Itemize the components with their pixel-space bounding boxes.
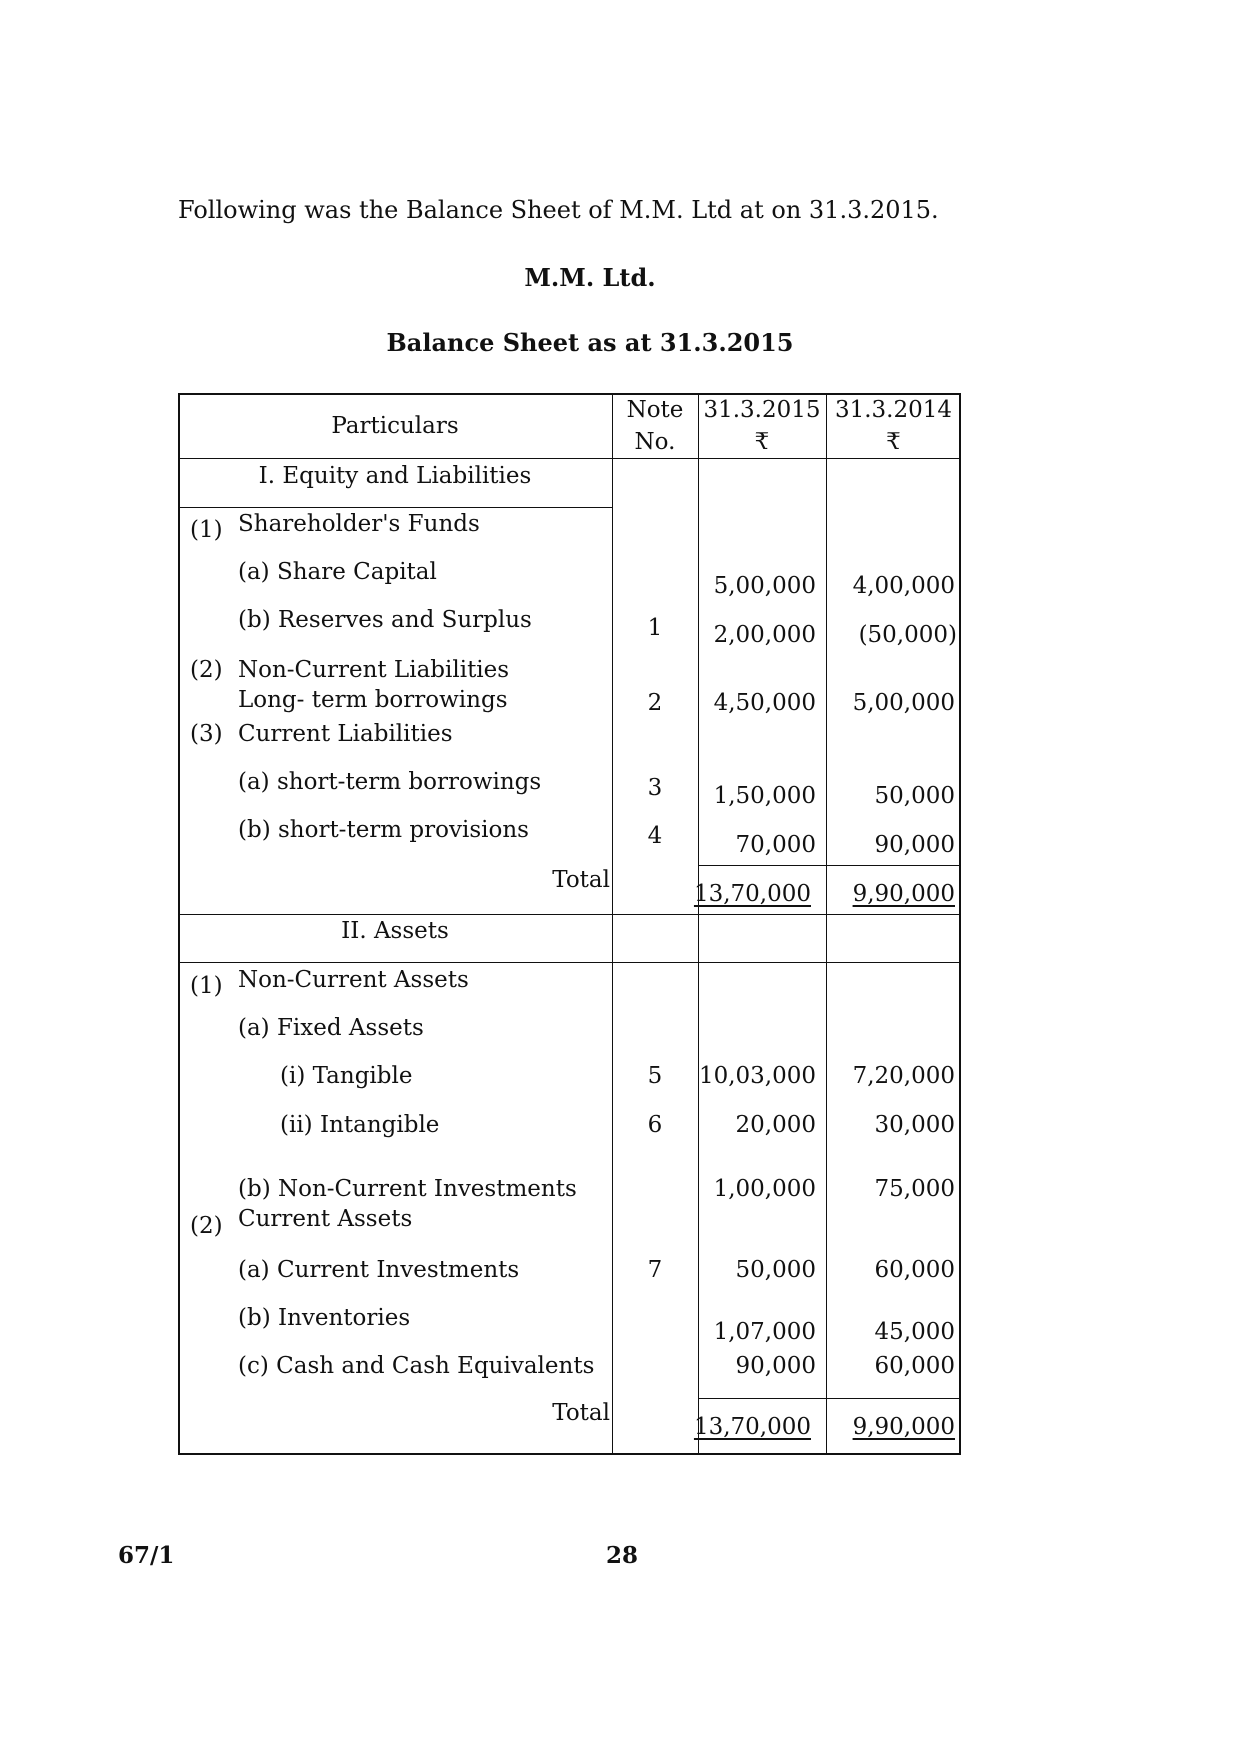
row-label: (b) Non-Current Investments (238, 1176, 577, 1202)
value-2015: 1,00,000 (713, 1176, 816, 1202)
value-2015: 1,07,000 (713, 1319, 816, 1345)
row-number: (3) (190, 721, 223, 747)
value-2014: 60,000 (874, 1257, 955, 1283)
row-label: (ii) Intangible (280, 1112, 440, 1138)
note-number: 2 (647, 690, 663, 716)
total-2014: 9,90,000 (852, 1414, 955, 1440)
row-number: (1) (190, 973, 223, 999)
header-year-2015: 31.3.2015 (703, 397, 821, 423)
row-label: Long- term borrowings (238, 687, 508, 713)
sheet-heading: Balance Sheet as at 31.3.2015 (386, 328, 794, 357)
intro-text: Following was the Balance Sheet of M.M. Ltd at on 31.3.2015. (178, 196, 939, 224)
row-label: (a) Fixed Assets (238, 1015, 424, 1041)
row-label: (i) Tangible (280, 1063, 413, 1089)
col-divider-year (826, 393, 827, 1455)
section-assets: II. Assets (341, 918, 449, 944)
header-currency-2014: ₹ (886, 429, 901, 455)
note-number: 7 (647, 1257, 663, 1283)
total2-top-line (698, 1398, 961, 1399)
value-2014: 50,000 (874, 783, 955, 809)
row-label: Current Assets (238, 1206, 413, 1232)
row-label: Non-Current Liabilities (238, 657, 510, 683)
row-label: (a) Current Investments (238, 1257, 520, 1283)
value-2015: 50,000 (735, 1257, 816, 1283)
note-number: 1 (647, 615, 663, 641)
note-number: 3 (647, 775, 663, 801)
total1-top-line (698, 865, 961, 866)
value-2014: 90,000 (874, 832, 955, 858)
value-2015: 10,03,000 (698, 1063, 816, 1089)
total-2015: 13,70,000 (693, 881, 811, 907)
header-currency-2015: ₹ (754, 429, 770, 455)
row-label: (a) Share Capital (238, 559, 437, 585)
total-label: Total (552, 867, 610, 893)
value-2015: 5,00,000 (713, 573, 816, 599)
value-2014: 5,00,000 (852, 690, 955, 716)
header-particulars: Particulars (331, 413, 459, 439)
header-divider (178, 458, 961, 459)
value-2015: 4,50,000 (713, 690, 816, 716)
header-year-2014: 31.3.2014 (834, 397, 953, 423)
value-2015: 2,00,000 (713, 622, 816, 648)
note-number: 6 (647, 1112, 663, 1138)
row-number: (2) (190, 1213, 223, 1239)
value-2014: 4,00,000 (852, 573, 955, 599)
paper-code: 67/1 (118, 1542, 175, 1569)
page-number: 28 (605, 1542, 638, 1569)
section2-top-line (178, 914, 961, 915)
total-2015: 13,70,000 (693, 1414, 811, 1440)
col-divider-note (698, 393, 699, 1455)
row-label: (a) short-term borrowings (238, 769, 542, 795)
value-2014: 60,000 (874, 1353, 955, 1379)
row-label: Non-Current Assets (238, 967, 469, 993)
value-2015: 70,000 (735, 832, 816, 858)
header-note-line2: No. (634, 429, 676, 455)
row-label: (b) Inventories (238, 1305, 411, 1331)
note-number: 5 (647, 1063, 663, 1089)
total-2014: 9,90,000 (852, 881, 955, 907)
section-equity-liabilities: I. Equity and Liabilities (258, 463, 532, 489)
value-2015: 90,000 (735, 1353, 816, 1379)
header-note-line1: Note (626, 397, 684, 423)
balance-sheet-table (178, 393, 961, 1455)
value-2014: 75,000 (874, 1176, 955, 1202)
row-label: (b) short-term provisions (238, 817, 529, 843)
row-label: Current Liabilities (238, 721, 453, 747)
row-number: (2) (190, 657, 223, 683)
row-label: Shareholder's Funds (238, 511, 480, 537)
col-divider-particulars (612, 393, 613, 1455)
value-2014: 30,000 (874, 1112, 955, 1138)
value-2014: (50,000) (858, 622, 957, 648)
value-2015: 20,000 (735, 1112, 816, 1138)
section1-divider (178, 507, 612, 508)
value-2015: 1,50,000 (713, 783, 816, 809)
company-name: M.M. Ltd. (524, 263, 656, 292)
note-number: 4 (647, 823, 663, 849)
row-label: (c) Cash and Cash Equivalents (238, 1353, 595, 1379)
row-label: (b) Reserves and Surplus (238, 607, 532, 633)
row-number: (1) (190, 517, 223, 543)
section2-bottom-line (178, 962, 961, 963)
value-2014: 7,20,000 (852, 1063, 955, 1089)
value-2014: 45,000 (874, 1319, 955, 1345)
total-label: Total (552, 1400, 610, 1426)
